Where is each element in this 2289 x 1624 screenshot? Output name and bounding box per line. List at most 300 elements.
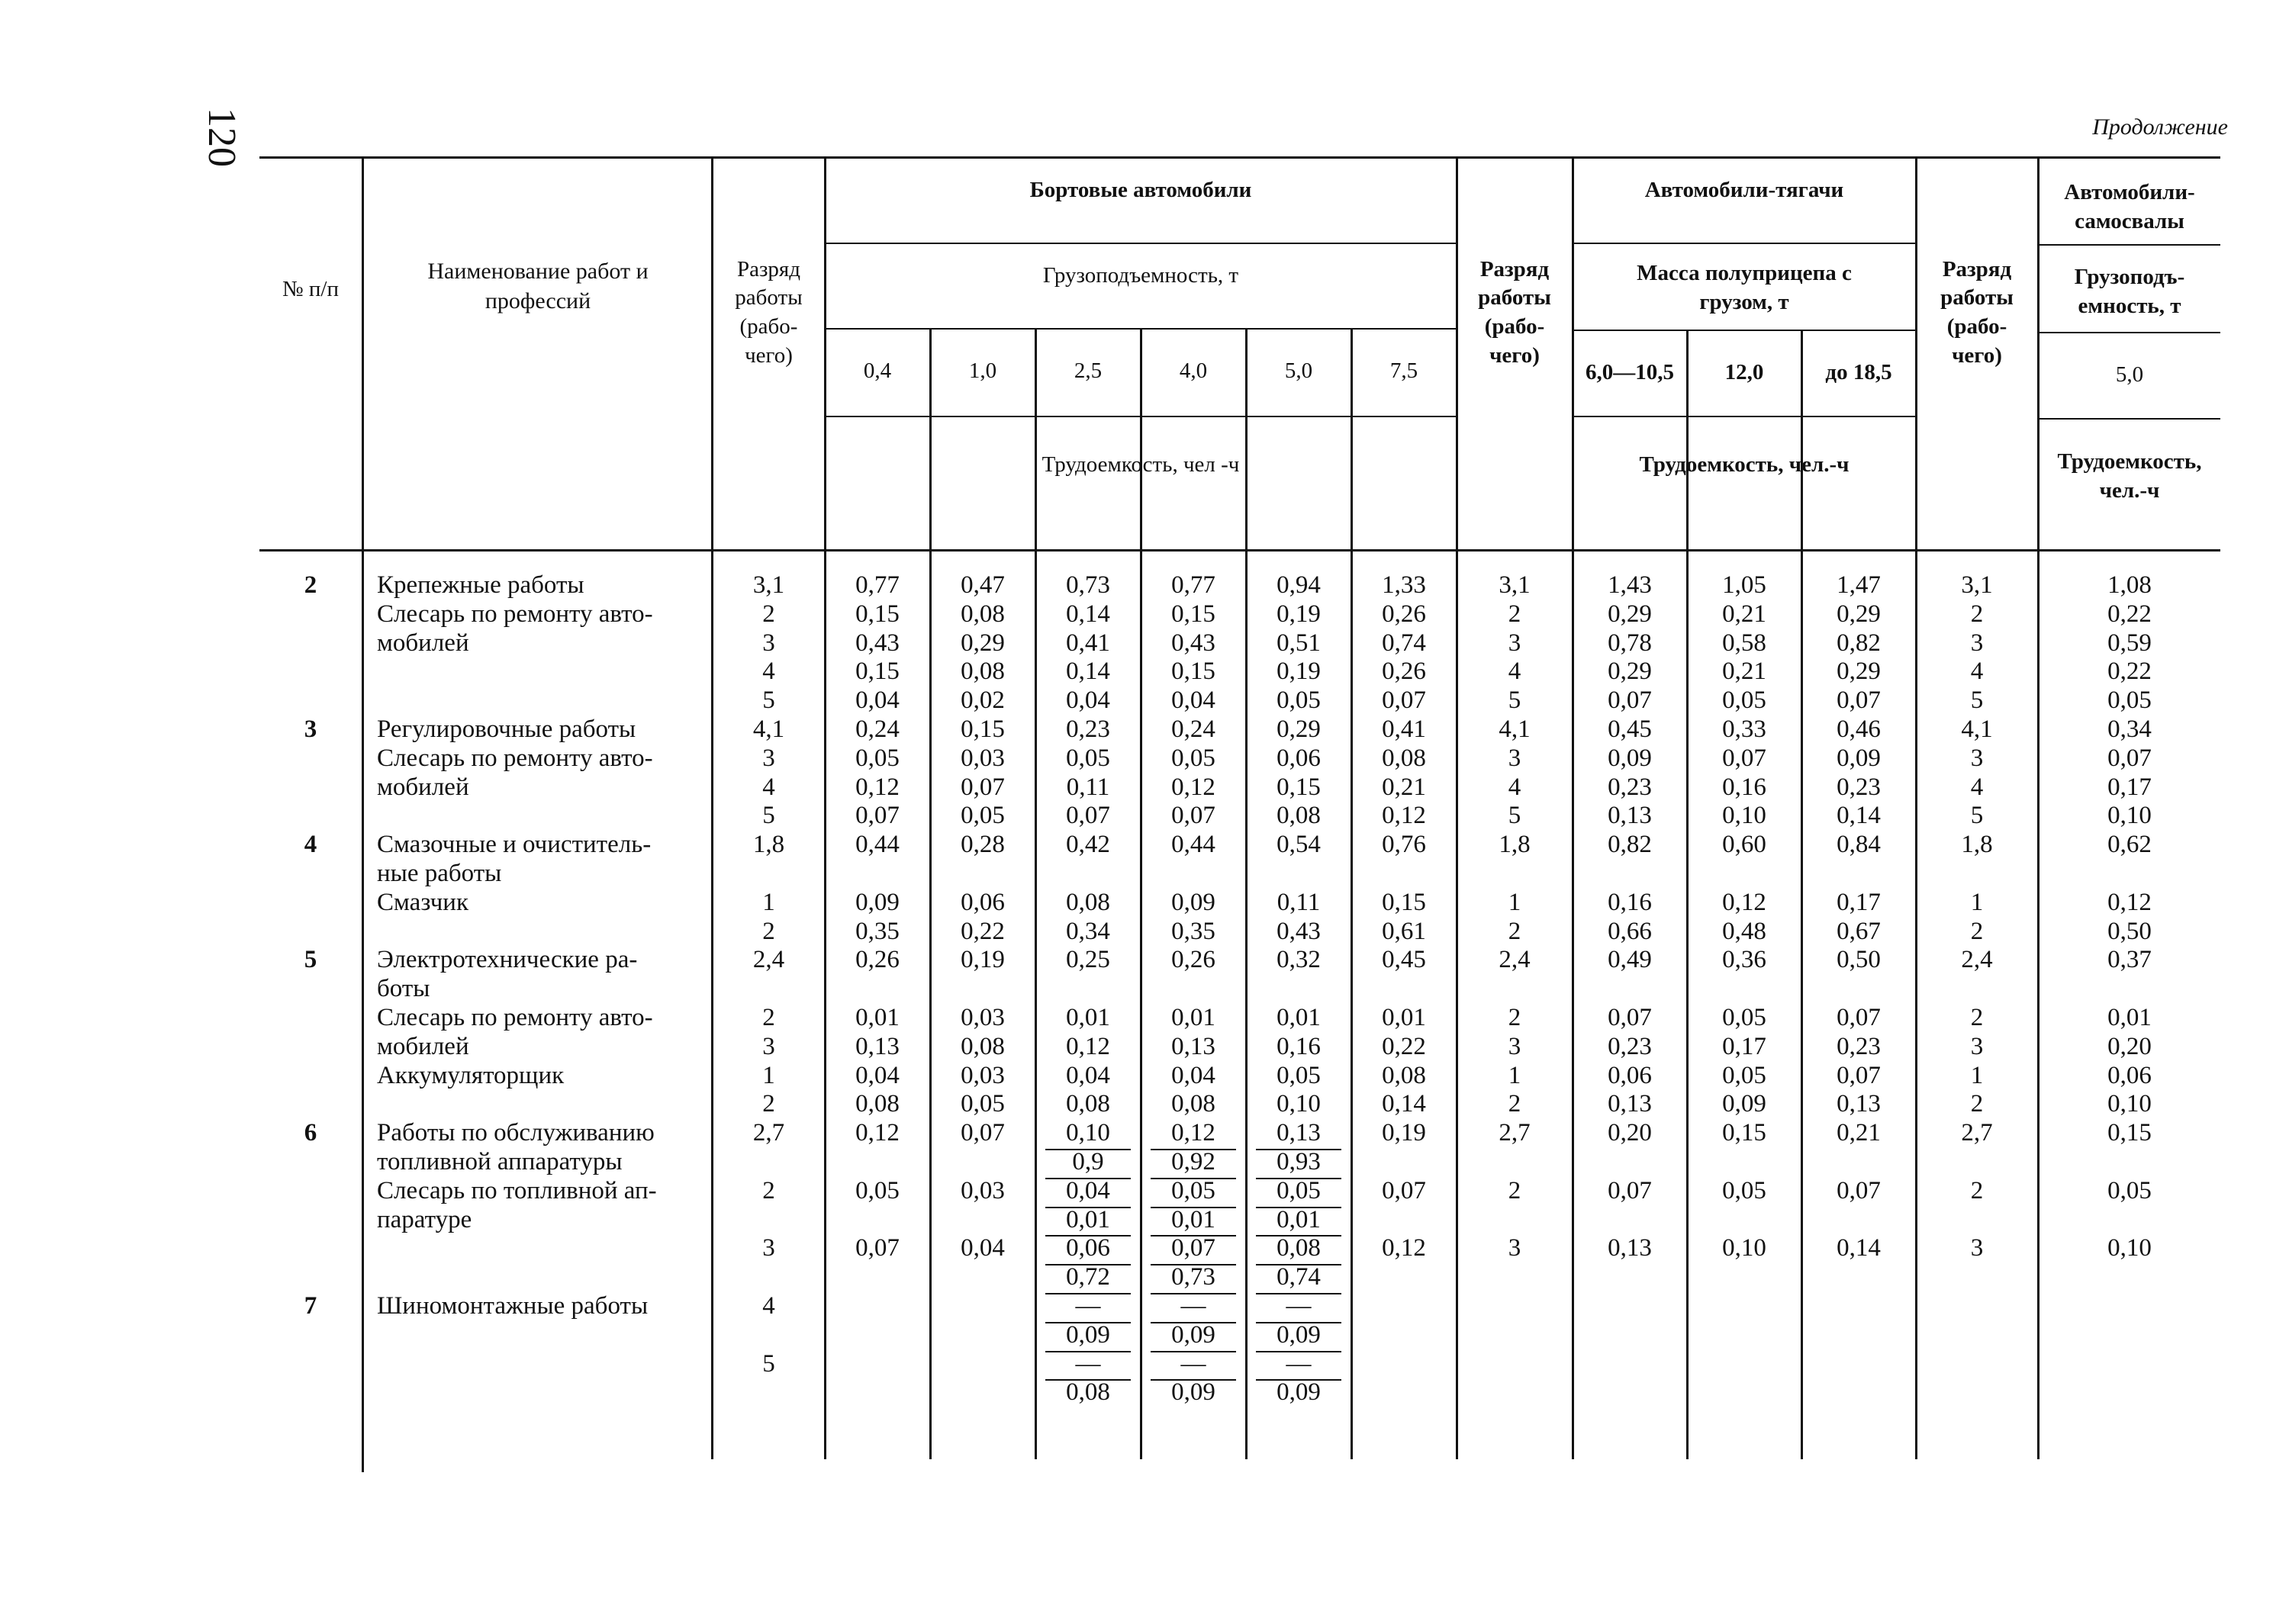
continuation-label: Продолжение [2092, 114, 2228, 140]
cell-t-0: 0,29 [1608, 658, 1652, 686]
cell-g1: 1 [762, 1061, 775, 1089]
header-board-col-2: 1,0 [968, 359, 997, 384]
cell-g3: 2 [1970, 1090, 1984, 1118]
cell-b-1 [931, 1320, 1035, 1349]
cell-num [259, 1233, 362, 1262]
cell-g3 [1917, 1320, 2037, 1349]
cell-g2: 4,1 [1499, 716, 1531, 743]
cell-num [259, 1320, 362, 1349]
cell-g3 [1917, 1291, 2037, 1320]
cell-g2: 3 [1508, 629, 1521, 657]
cell-t-0: 0,13 [1608, 802, 1652, 830]
cell-b-4: 0,32 [1276, 946, 1321, 974]
cell-t-2 [1802, 974, 1915, 1003]
cell-num [259, 1176, 362, 1205]
cell-d: 0,01 [2107, 1004, 2152, 1031]
cell-t-1: 0,33 [1722, 716, 1766, 743]
cell-b-3: 0,09 [1171, 888, 1215, 916]
cell-b-0: 0,35 [855, 917, 900, 945]
cell-b-0: 0,05 [855, 744, 900, 772]
cell-t-2: 0,82 [1837, 629, 1881, 657]
cell-b-2: 0,10 [1066, 1119, 1110, 1147]
cell-b-4: 0,94 [1276, 571, 1321, 599]
cell-b-2: 0,08 [1066, 1378, 1110, 1407]
cell-g1 [713, 974, 824, 1003]
cell-b-5: 0,12 [1382, 1234, 1426, 1262]
cell-name: Шиномонтажные работы [377, 1292, 649, 1320]
cell-g1: 3 [762, 629, 775, 657]
cell-t-0 [1573, 1349, 1686, 1378]
cell-d: 0,20 [2107, 1032, 2152, 1060]
cell-d: 1,08 [2107, 571, 2152, 599]
cell-g3: 3 [1970, 1234, 1984, 1262]
cell-num [259, 686, 362, 715]
cell-b-1: 0,29 [961, 629, 1005, 657]
cell-b-1: 0,03 [961, 744, 1005, 772]
cell-g1 [713, 1262, 824, 1291]
cell-t-2 [1802, 1320, 1915, 1349]
cell-g2 [1457, 859, 1572, 888]
cell-num [259, 1378, 362, 1407]
fraction-rule [1256, 1379, 1341, 1381]
cell-name [377, 1320, 705, 1349]
cell-b-3: 0,05 [1171, 1176, 1215, 1204]
cell-b-1: 0,19 [961, 946, 1005, 974]
cell-g2 [1457, 1320, 1572, 1349]
cell-name [377, 1262, 705, 1291]
cell-b-5: 0,07 [1382, 687, 1426, 715]
cell-b-1: 0,05 [961, 1090, 1005, 1118]
cell-num [259, 917, 362, 946]
cell-t-1: 0,05 [1722, 1176, 1766, 1204]
cell-g2: 2 [1508, 600, 1521, 628]
cell-name [377, 1349, 705, 1378]
cell-t-2 [1802, 1378, 1915, 1407]
cell-g3 [1917, 859, 2037, 888]
cell-b-0: 0,07 [855, 802, 900, 830]
cell-t-0: 1,43 [1608, 571, 1652, 599]
cell-b-3: 0,15 [1171, 600, 1215, 628]
tractor-cols-rule [1573, 416, 1915, 417]
cell-b-3: 0,08 [1171, 1090, 1215, 1118]
fraction-rule [1256, 1293, 1341, 1294]
cell-b-1 [931, 1291, 1035, 1320]
cell-b-4: 0,08 [1276, 802, 1321, 830]
cell-b-5 [1352, 1349, 1456, 1378]
cell-t-1: 0,05 [1722, 1004, 1766, 1031]
header-tractor-col-2: 12,0 [1724, 360, 1764, 385]
cell-g2: 5 [1508, 802, 1521, 830]
cell-d: 0,22 [2107, 658, 2152, 686]
cell-b-4: 0,19 [1276, 658, 1321, 686]
cell-name: Крепежные работы [377, 571, 584, 599]
cell-b-5: 0,12 [1382, 802, 1426, 830]
cell-g3: 1 [1970, 1061, 1984, 1089]
cell-b-2: 0,08 [1066, 888, 1110, 916]
cell-t-1 [1688, 1147, 1801, 1176]
cell-b-1: 0,05 [961, 802, 1005, 830]
cell-b-5: 0,22 [1382, 1032, 1426, 1060]
cell-g3: 2,4 [1961, 946, 1993, 974]
cell-g3: 1 [1970, 888, 1984, 916]
cell-b-1: 0,08 [961, 600, 1005, 628]
cell-b-2: 0,23 [1066, 716, 1110, 743]
cell-t-2: 0,23 [1837, 1032, 1881, 1060]
fraction-rule [1045, 1264, 1131, 1265]
cell-name [377, 1233, 705, 1262]
cell-g3 [1917, 974, 2037, 1003]
cell-b-3: 0,26 [1171, 946, 1215, 974]
cell-b-2: 0,11 [1066, 773, 1110, 801]
cell-b-2: 0,34 [1066, 917, 1110, 945]
cell-b-3: 0,07 [1171, 802, 1215, 830]
cell-b-2: 0,04 [1066, 1061, 1110, 1089]
cell-b-4: 0,29 [1276, 716, 1321, 743]
cell-b-5: 0,26 [1382, 658, 1426, 686]
cell-b-5 [1352, 859, 1456, 888]
cell-b-0 [826, 1378, 929, 1407]
fraction-rule [1045, 1293, 1131, 1294]
cell-b-3: 0,07 [1171, 1234, 1215, 1262]
cell-t-1: 0,48 [1722, 917, 1766, 945]
cell-d: 0,37 [2107, 946, 2152, 974]
cell-b-1: 0,02 [961, 687, 1005, 715]
cell-b-2: 0,9 [1072, 1148, 1104, 1175]
cell-b-0 [826, 1349, 929, 1378]
cell-g2: 1 [1508, 888, 1521, 916]
cell-b-2: 0,06 [1066, 1234, 1110, 1262]
cell-t-1: 0,05 [1722, 687, 1766, 715]
cell-num: 4 [304, 831, 317, 859]
cell-b-5: 0,08 [1382, 744, 1426, 772]
col-divider [362, 156, 364, 1472]
cell-b-2: 0,12 [1066, 1032, 1110, 1060]
cell-d [2039, 1205, 2220, 1234]
cell-t-0: 0,07 [1608, 1176, 1652, 1204]
cell-b-4: 0,93 [1276, 1148, 1321, 1175]
cell-b-5: 0,15 [1382, 888, 1426, 916]
cell-t-0: 0,66 [1608, 917, 1652, 945]
cell-b-0 [826, 974, 929, 1003]
header-board-capacity: Грузоподъемность, т [1042, 263, 1239, 288]
header-board-col-1: 0,4 [863, 359, 892, 384]
cell-d: 0,59 [2107, 629, 2152, 657]
cell-d: 0,06 [2107, 1061, 2152, 1089]
cell-g2: 3,1 [1499, 571, 1531, 599]
cell-d: 0,10 [2107, 1234, 2152, 1262]
cell-g1 [713, 1205, 824, 1234]
cell-b-3: 0,01 [1171, 1205, 1215, 1233]
cell-g3: 3,1 [1961, 571, 1993, 599]
cell-b-4: 0,05 [1276, 1176, 1321, 1204]
cell-t-0: 0,20 [1608, 1119, 1652, 1147]
header-dump-capacity: Грузоподъ- емность, т [2074, 264, 2185, 318]
cell-b-3: 0,92 [1171, 1148, 1215, 1175]
cell-b-4: — [1286, 1349, 1312, 1378]
header-num: № п/п [282, 277, 339, 302]
cell-t-1 [1688, 1378, 1801, 1407]
cell-num [259, 744, 362, 773]
cell-num: 2 [304, 571, 317, 599]
cell-b-0 [826, 1262, 929, 1291]
cell-t-1: 0,12 [1722, 888, 1766, 916]
cell-g3: 4 [1970, 773, 1984, 801]
cell-b-2: 0,25 [1066, 946, 1110, 974]
fraction-rule [1256, 1207, 1341, 1208]
cell-b-0: 0,09 [855, 888, 900, 916]
cell-b-3: 0,43 [1171, 629, 1215, 657]
cell-g2: 1,8 [1499, 831, 1531, 859]
cell-b-0: 0,26 [855, 946, 900, 974]
cell-t-2 [1802, 1205, 1915, 1234]
fraction-rule [1256, 1351, 1341, 1352]
cell-g1: 1,8 [752, 831, 785, 859]
header-tractor-labor: Трудоемкость, чел.-ч [1639, 452, 1850, 478]
cell-name [377, 686, 705, 715]
cell-b-3 [1141, 859, 1245, 888]
cell-t-0: 0,07 [1608, 687, 1652, 715]
cell-b-2: 0,73 [1066, 571, 1110, 599]
fraction-rule [1045, 1235, 1131, 1236]
cell-g1: 5 [762, 1349, 775, 1378]
cell-b-1: 0,03 [961, 1176, 1005, 1204]
cell-g1 [713, 1320, 824, 1349]
cell-b-3 [1141, 974, 1245, 1003]
header-board-col-6: 7,5 [1389, 359, 1418, 384]
cell-num [259, 859, 362, 888]
cell-b-3: 0,44 [1171, 831, 1215, 859]
cell-b-0: 0,13 [855, 1032, 900, 1060]
cell-b-5 [1352, 974, 1456, 1003]
cell-g2: 2,4 [1499, 946, 1531, 974]
cell-name: ные работы [377, 860, 502, 887]
cell-b-1: 0,06 [961, 888, 1005, 916]
cell-g2 [1457, 974, 1572, 1003]
cell-b-2: 0,14 [1066, 658, 1110, 686]
cell-b-0: 0,15 [855, 658, 900, 686]
cell-t-2: 0,67 [1837, 917, 1881, 945]
cell-b-3: 0,04 [1171, 1061, 1215, 1089]
cell-b-4: 0,74 [1276, 1263, 1321, 1291]
cell-d: 0,05 [2107, 687, 2152, 715]
cell-d: 0,10 [2107, 1090, 2152, 1118]
fraction-rule [1151, 1178, 1236, 1179]
cell-g1: 2,4 [752, 946, 785, 974]
cell-g1: 3 [762, 1032, 775, 1060]
header-tractor-mass: Масса полуприцепа с грузом, т [1637, 260, 1852, 314]
cell-name: Слесарь по ремонту авто- [377, 744, 653, 772]
cell-t-1 [1688, 974, 1801, 1003]
cell-b-3: 0,15 [1171, 658, 1215, 686]
cell-b-4: 0,01 [1276, 1205, 1321, 1233]
cell-g1: 2 [762, 917, 775, 945]
cell-b-5: 0,14 [1382, 1090, 1426, 1118]
cell-b-5: 0,76 [1382, 831, 1426, 859]
cell-t-2: 1,47 [1837, 571, 1881, 599]
cell-b-2: 0,05 [1066, 744, 1110, 772]
cell-t-2: 0,07 [1837, 1176, 1881, 1204]
cell-b-3: 0,24 [1171, 716, 1215, 743]
cell-b-1: 0,08 [961, 1032, 1005, 1060]
fraction-rule [1045, 1379, 1131, 1381]
cell-b-0 [826, 1291, 929, 1320]
header-name: Наименование работ и профессий [427, 259, 649, 314]
cell-g3: 2 [1970, 1004, 1984, 1031]
cell-g3: 3 [1970, 744, 1984, 772]
cell-b-0: 0,77 [855, 571, 900, 599]
cell-d [2039, 1349, 2220, 1378]
cell-b-3: 0,01 [1171, 1004, 1215, 1031]
cell-b-1 [931, 1378, 1035, 1407]
fraction-rule [1045, 1351, 1131, 1352]
cell-t-2: 0,07 [1837, 1004, 1881, 1031]
cell-g1: 2 [762, 1090, 775, 1118]
cell-d: 0,34 [2107, 716, 2152, 743]
cell-b-4 [1247, 974, 1351, 1003]
cell-b-1: 0,15 [961, 716, 1005, 743]
cell-t-2 [1802, 1291, 1915, 1320]
cell-t-2: 0,07 [1837, 687, 1881, 715]
cell-b-0 [826, 1205, 929, 1234]
fraction-rule [1045, 1207, 1131, 1208]
cell-b-1: 0,08 [961, 658, 1005, 686]
cell-t-0 [1573, 1262, 1686, 1291]
cell-g2: 5 [1508, 687, 1521, 715]
cell-t-2: 0,46 [1837, 716, 1881, 743]
cell-g2 [1457, 1291, 1572, 1320]
cell-d: 0,50 [2107, 917, 2152, 945]
cell-g1: 2 [762, 600, 775, 628]
cell-t-0: 0,29 [1608, 600, 1652, 628]
cell-b-0: 0,08 [855, 1090, 900, 1118]
cell-t-1 [1688, 1291, 1801, 1320]
fraction-rule [1151, 1351, 1236, 1352]
header-grade: Разряд работы (рабо- чего) [735, 256, 803, 368]
cell-g1: 2 [762, 1176, 775, 1204]
cell-g1: 4 [762, 1292, 775, 1320]
cell-t-2: 0,23 [1837, 773, 1881, 801]
cell-d [2039, 1147, 2220, 1176]
cell-t-0 [1573, 1147, 1686, 1176]
cell-b-0: 0,12 [855, 1119, 900, 1147]
cell-t-0: 0,13 [1608, 1090, 1652, 1118]
cell-g3 [1917, 1205, 2037, 1234]
cell-b-4: 0,51 [1276, 629, 1321, 657]
cell-b-5: 0,07 [1382, 1176, 1426, 1204]
cell-name: Аккумуляторщик [377, 1061, 565, 1089]
cell-g3: 2,7 [1961, 1119, 1993, 1147]
header-dump-col-1: 5,0 [2115, 362, 2144, 388]
cell-t-1: 0,58 [1722, 629, 1766, 657]
cell-b-4: 0,10 [1276, 1090, 1321, 1118]
header-board-col-4: 4,0 [1179, 359, 1208, 384]
cell-g3: 3 [1970, 629, 1984, 657]
cell-num [259, 657, 362, 686]
cell-b-0: 0,43 [855, 629, 900, 657]
cell-t-0 [1573, 974, 1686, 1003]
cell-t-2 [1802, 1349, 1915, 1378]
cell-b-2: 0,09 [1066, 1320, 1110, 1349]
cell-g2: 2 [1508, 1090, 1521, 1118]
cell-b-4: 0,16 [1276, 1032, 1321, 1060]
fraction-rule [1045, 1178, 1131, 1179]
cell-t-1: 0,10 [1722, 1234, 1766, 1262]
cell-b-2: 0,14 [1066, 600, 1110, 628]
cell-g1: 4 [762, 773, 775, 801]
cell-d [2039, 1262, 2220, 1291]
cell-t-0: 0,23 [1608, 773, 1652, 801]
cell-b-3: 0,35 [1171, 917, 1215, 945]
cell-name: паратуре [377, 1205, 472, 1233]
header-tractor-group: Автомобили-тягачи [1644, 178, 1844, 203]
cell-b-3: — [1180, 1292, 1206, 1320]
cell-b-4: 0,15 [1276, 773, 1321, 801]
cell-name: Слесарь по ремонту авто- [377, 1004, 653, 1031]
cell-g1 [713, 1147, 824, 1176]
cell-b-1: 0,04 [961, 1234, 1005, 1262]
cell-b-3: 0,13 [1171, 1032, 1215, 1060]
cell-g3 [1917, 1349, 2037, 1378]
cell-b-5 [1352, 1147, 1456, 1176]
cell-g3 [1917, 1262, 2037, 1291]
cell-b-2: 0,07 [1066, 802, 1110, 830]
cell-name [377, 1089, 705, 1118]
cell-b-4: 0,13 [1276, 1119, 1321, 1147]
cell-b-0: 0,04 [855, 687, 900, 715]
cell-b-1 [931, 974, 1035, 1003]
cell-b-5 [1352, 1320, 1456, 1349]
header-grade-3: Разряд работы (рабо- чего) [1940, 256, 2014, 368]
fraction-rule [1256, 1264, 1341, 1265]
cell-b-4: 0,05 [1276, 1061, 1321, 1089]
cell-g1: 5 [762, 802, 775, 830]
cell-b-5: 0,61 [1382, 917, 1426, 945]
board-group-rule [826, 243, 1456, 244]
cell-t-2: 0,29 [1837, 658, 1881, 686]
cell-g1 [713, 1378, 824, 1407]
cell-name: мобилей [377, 773, 469, 801]
dump-group-rule [2039, 244, 2220, 246]
cell-t-2: 0,29 [1837, 600, 1881, 628]
fraction-rule [1256, 1235, 1341, 1236]
cell-num [259, 888, 362, 917]
cell-g1: 2,7 [752, 1119, 785, 1147]
cell-name: боты [377, 975, 430, 1003]
cell-d: 0,10 [2107, 802, 2152, 830]
cell-g3: 2 [1970, 917, 1984, 945]
cell-t-0: 0,13 [1608, 1234, 1652, 1262]
table-top-border [259, 156, 2220, 159]
cell-b-1: 0,03 [961, 1061, 1005, 1089]
cell-g3: 4,1 [1961, 716, 1993, 743]
cell-b-4: 0,01 [1276, 1004, 1321, 1031]
cell-b-0: 0,04 [855, 1061, 900, 1089]
cell-g1: 4,1 [752, 716, 785, 743]
cell-b-4: 0,05 [1276, 687, 1321, 715]
cell-b-1 [931, 1349, 1035, 1378]
cell-num [259, 600, 362, 629]
cell-b-2: 0,04 [1066, 687, 1110, 715]
cell-g3: 5 [1970, 687, 1984, 715]
cell-t-1 [1688, 1262, 1801, 1291]
cell-b-3: 0,77 [1171, 571, 1215, 599]
cell-d: 0,07 [2107, 744, 2152, 772]
cell-g2: 4 [1508, 773, 1521, 801]
fraction-rule [1045, 1322, 1131, 1323]
cell-t-0 [1573, 859, 1686, 888]
cell-t-2: 0,50 [1837, 946, 1881, 974]
cell-num [259, 1262, 362, 1291]
